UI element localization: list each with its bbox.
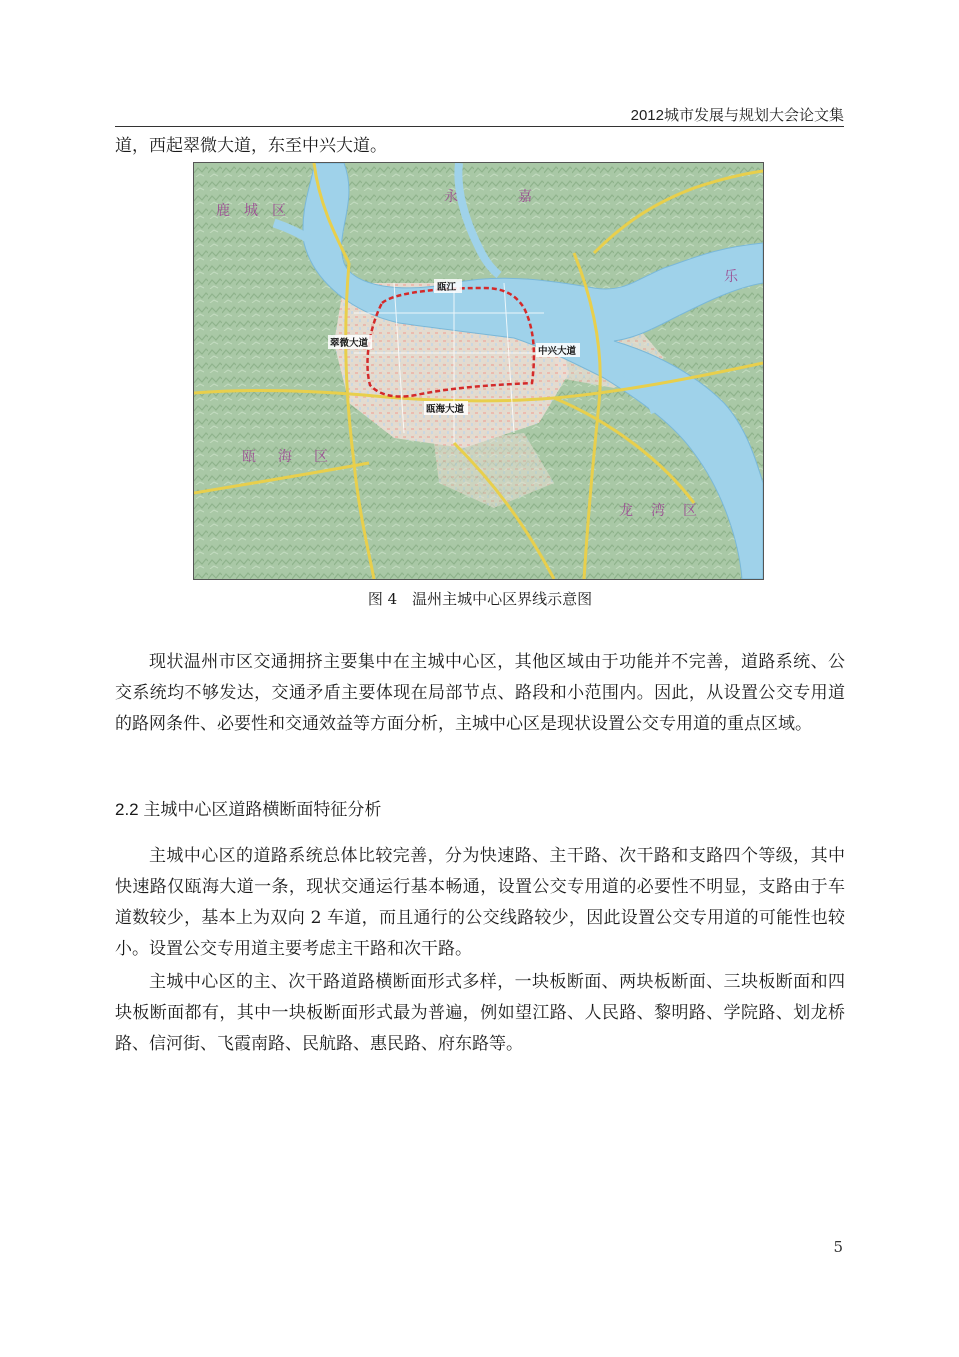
label-cuiwei-avenue: [328, 335, 372, 349]
label-ouhai-avenue: [424, 401, 468, 415]
figure-caption: 图 4 温州主城中心区界线示意图: [367, 590, 593, 608]
svg-text:中兴大道: 中兴大道: [538, 346, 577, 357]
district-label-yue: 乐: [724, 269, 738, 285]
label-zhongxing-avenue: [536, 343, 580, 357]
map-image: [194, 163, 763, 579]
body-paragraph-3: 主城中心区的主、次干路道路横断面形式多样，一块板断面、两块板断面、三块板断面和四块板断面都有，其中一块板断面形式最为普遍，例如望江路、人民路、黎明路、学院路、划龙桥路、信河街、飞霞南路、民航路、惠民路、府东路等。: [115, 972, 845, 1054]
district-label-longwan: 龙湾区: [619, 503, 715, 519]
svg-text:翠微大道: 翠微大道: [330, 338, 369, 349]
svg-text:瓯江: 瓯江: [437, 282, 457, 293]
intro-fragment: 道，西起翠微大道，东至中兴大道。: [115, 136, 387, 156]
running-header-title: 2012城市发展与规划大会论文集: [630, 107, 844, 124]
district-label-lucheng: 鹿城区: [216, 203, 300, 219]
body-paragraph-2: 主城中心区的道路系统总体比较完善，分为快速路、主干路、次干路和支路四个等级，其中快速路仅瓯海大道一条，现状交通运行基本畅通，设置公交专用道的必要性不明显，支路由于车道数较少，基本上为双向 2 车道，而且通行的公交线路较少，因此设置公交专用道的可能性也较小。设置公交专用道主要考虑主干路和次干路。: [115, 846, 845, 959]
district-label-ouhai: 瓯海区: [242, 449, 350, 465]
body-paragraph-1: 现状温州市区交通拥挤主要集中在主城中心区，其他区域由于功能并不完善，道路系统、公交系统均不够发达，交通矛盾主要体现在局部节点、路段和小范围内。因此，从设置公交专用道的路网条件、必要性和交通效益等方面分析，主城中心区是现状设置公交专用道的重点区域。: [115, 652, 845, 734]
district-label-yongjia: 永嘉: [444, 189, 592, 205]
running-header-rule: [115, 126, 844, 127]
section-heading: 2.2 主城中心区道路横断面特征分析: [115, 800, 382, 819]
label-oujiang: [434, 279, 462, 293]
map-figure: [193, 162, 764, 580]
page-number: 5: [833, 1238, 843, 1256]
svg-text:瓯海大道: 瓯海大道: [426, 404, 465, 415]
